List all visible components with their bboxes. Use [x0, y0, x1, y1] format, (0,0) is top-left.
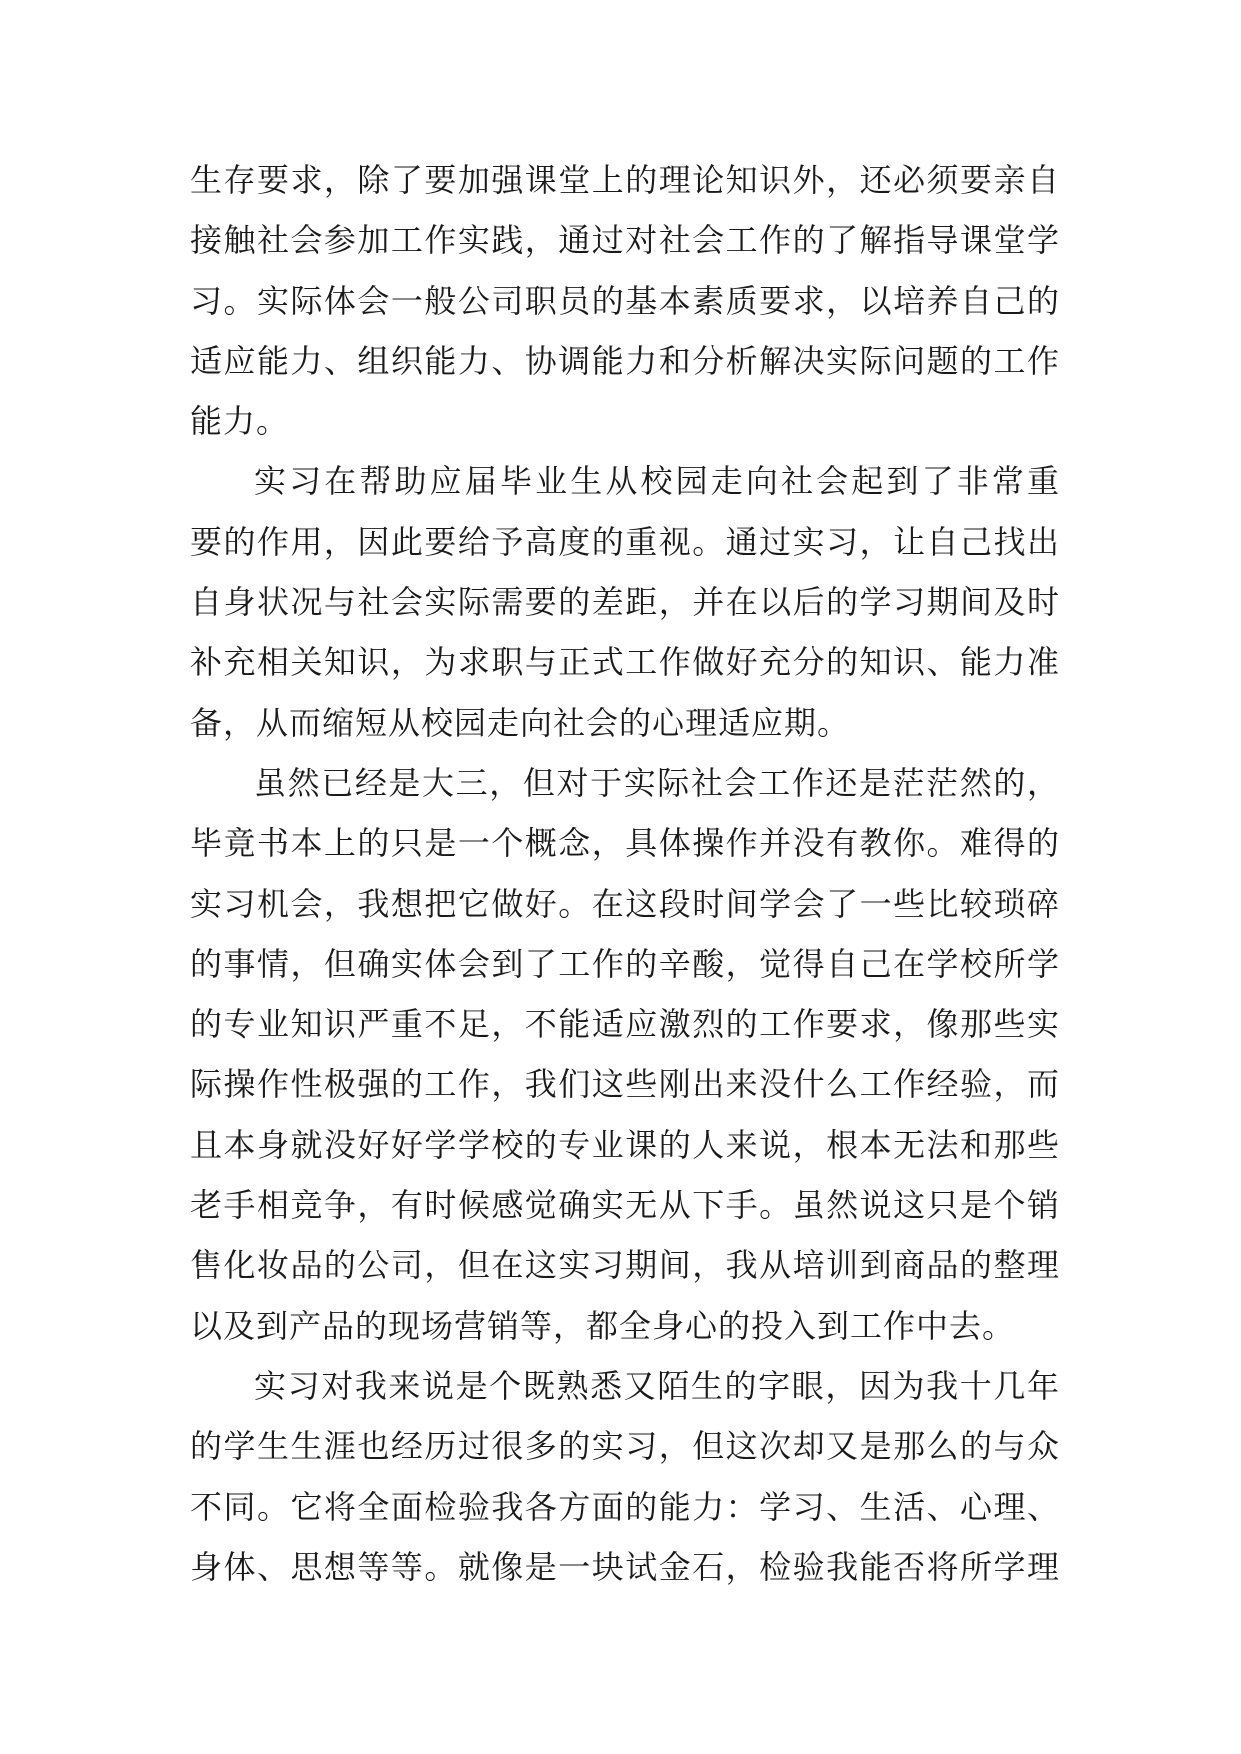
text-line: 不同。它将全面检验我各方面的能力：学习、生活、心理、	[190, 1487, 1060, 1526]
text-line: 的专业知识严重不足，不能适应激烈的工作要求，像那些实	[190, 1005, 1060, 1044]
text-line: 的学生生涯也经历过很多的实习，但这次却又是那么的与众	[190, 1427, 1060, 1466]
text-line: 适应能力、组织能力、协调能力和分析解决实际问题的工作	[190, 341, 1060, 380]
text-line: 身体、思想等等。就像是一块试金石，检验我能否将所学理	[190, 1547, 1060, 1586]
text-line: 要的作用，因此要给予高度的重视。通过实习，让自己找出	[190, 522, 1060, 561]
paragraph-first-line: 实习对我来说是个既熟悉又陌生的字眼，因为我十几年	[254, 1366, 1060, 1405]
body-text	[190, 150, 1060, 1597]
text-line: 自身状况与社会实际需要的差距，并在以后的学习期间及时	[190, 583, 1060, 622]
paragraph-first-line: 虽然已经是大三，但对于实际社会工作还是茫茫然的，	[254, 763, 1060, 802]
text-line: 实习机会，我想把它做好。在这段时间学会了一些比较琐碎	[190, 884, 1060, 923]
text-line: 习。实际体会一般公司职员的基本素质要求，以培养自己的	[190, 281, 1060, 320]
text-line: 备，从而缩短从校园走向社会的心理适应期。	[190, 703, 851, 742]
paragraph-first-line: 实习在帮助应届毕业生从校园走向社会起到了非常重	[254, 462, 1060, 501]
text-line: 生存要求，除了要加强课堂上的理论知识外，还必须要亲自	[190, 161, 1060, 199]
text-line: 的事情，但确实体会到了工作的辛酸，觉得自己在学校所学	[190, 944, 1060, 983]
text-line: 补充相关知识，为求职与正式工作做好充分的知识、能力准	[190, 643, 1060, 682]
text-line: 售化妆品的公司，但在这实习期间，我从培训到商品的整理	[190, 1246, 1060, 1285]
text-line: 以及到产品的现场营销等，都全身心的投入到工作中去。	[190, 1306, 1016, 1345]
text-line: 且本身就没好好学学校的专业课的人来说，根本无法和那些	[190, 1125, 1060, 1164]
text-line: 接触社会参加工作实践，通过对社会工作的了解指导课堂学	[190, 221, 1060, 260]
text-line: 际操作性极强的工作，我们这些刚出来没什么工作经验，而	[190, 1065, 1060, 1104]
text-line: 毕竟书本上的只是一个概念，具体操作并没有教你。难得的	[190, 824, 1060, 863]
text-line: 能力。	[190, 402, 290, 441]
text-line: 老手相竞争，有时候感觉确实无从下手。虽然说这只是个销	[190, 1186, 1060, 1225]
